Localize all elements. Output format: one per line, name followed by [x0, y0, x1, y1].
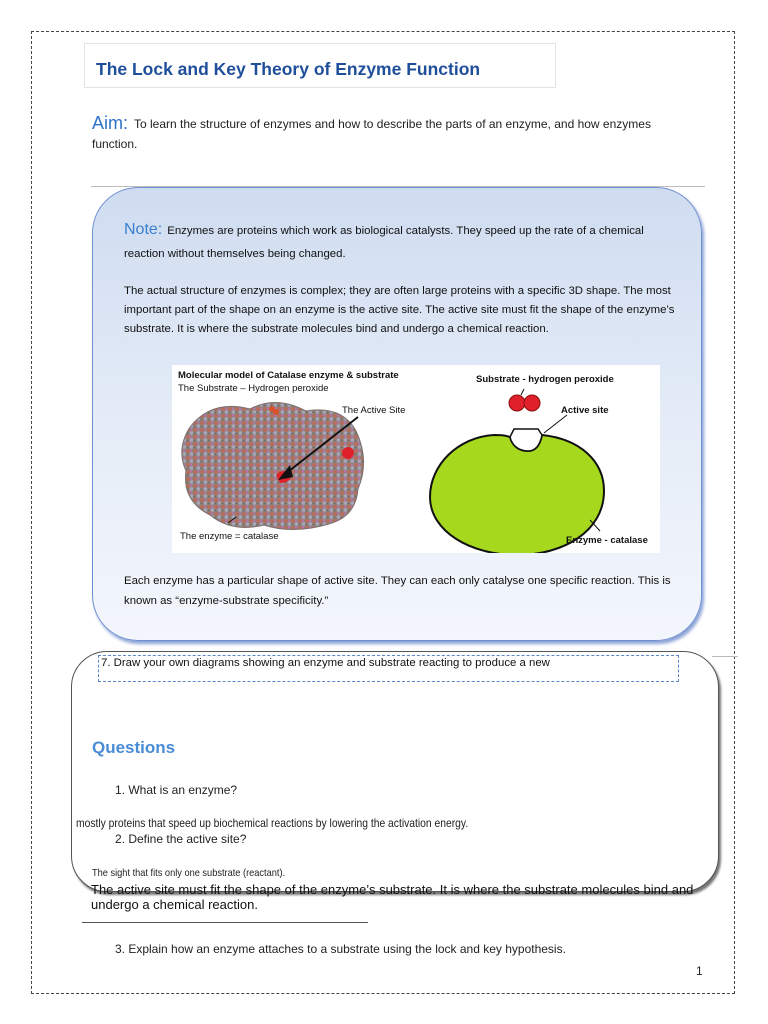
divider-line-right	[712, 656, 738, 657]
figure-right-enzyme-label: Enzyme - catalase	[566, 535, 648, 546]
question-1: 1. What is an enzyme?	[115, 783, 238, 797]
question-2: 2. Define the active site?	[115, 832, 247, 846]
questions-box	[71, 651, 719, 892]
note-paragraph-1	[124, 218, 684, 266]
figure-left-substrate-label: The Substrate – Hydrogen peroxide	[178, 383, 329, 394]
answer-2-short[interactable]: The sight that fits only one substrate (reactant).	[92, 867, 286, 879]
question-3: 3. Explain how an enzyme attaches to a substrate using the lock and key hypothesis.	[115, 942, 566, 956]
note-text: Enzymes are proteins which work as biological catalysts. They speed up the rate of a chemical reaction without themselves being changed.	[124, 225, 644, 260]
aim-text: To learn the structure of enzymes and how to describe the parts of an enzyme, and how enzymes function.	[92, 117, 651, 151]
note-label: Note:	[124, 221, 163, 238]
figure-left-enzyme-label: The enzyme = catalase	[180, 531, 279, 542]
protein-model-shape	[182, 402, 364, 529]
figure-right-substrate-label: Substrate - hydrogen peroxide	[476, 374, 614, 385]
answer-2-long[interactable]: The active site must fit the shape of the enzyme’s substrate. It is where the substrate molecules bind and undergo a chemical reaction.	[91, 882, 694, 912]
figure-right-active-site-label: Active site	[561, 405, 609, 416]
question-7-text: 7. Draw your own diagrams showing an enzyme and substrate reacting to produce a new	[101, 657, 550, 669]
note-paragraph-3: Each enzyme has a particular shape of active site. They can each only catalyse one specific reaction. This is known as “enzyme-substrate specificity.”	[124, 575, 671, 607]
aim-label: Aim:	[92, 113, 128, 133]
note-paragraph-2: The actual structure of enzymes is complex; they are often large proteins with a specific 3D shape. The most important part of the shape on an enzyme is the active site. The active site must fit the shape of the enzyme’s substrate. It is where the substrate molecules bind and undergo a chemical reaction.	[124, 285, 675, 335]
answer-1[interactable]: mostly proteins that speed up biochemical reactions by lowering the activation energy.	[76, 816, 469, 830]
figure-left-active-site-label: The Active Site	[342, 405, 406, 416]
questions-heading: Questions	[92, 738, 176, 757]
substrate-molecule	[509, 395, 525, 411]
figure-left-title: Molecular model of Catalase enzyme & substrate	[178, 370, 399, 381]
aim-section	[92, 113, 682, 154]
enzyme-figure	[172, 365, 660, 553]
page-title: The Lock and Key Theory of Enzyme Function	[96, 59, 481, 79]
page-number: 1	[696, 964, 703, 978]
answer-underline	[82, 922, 368, 923]
